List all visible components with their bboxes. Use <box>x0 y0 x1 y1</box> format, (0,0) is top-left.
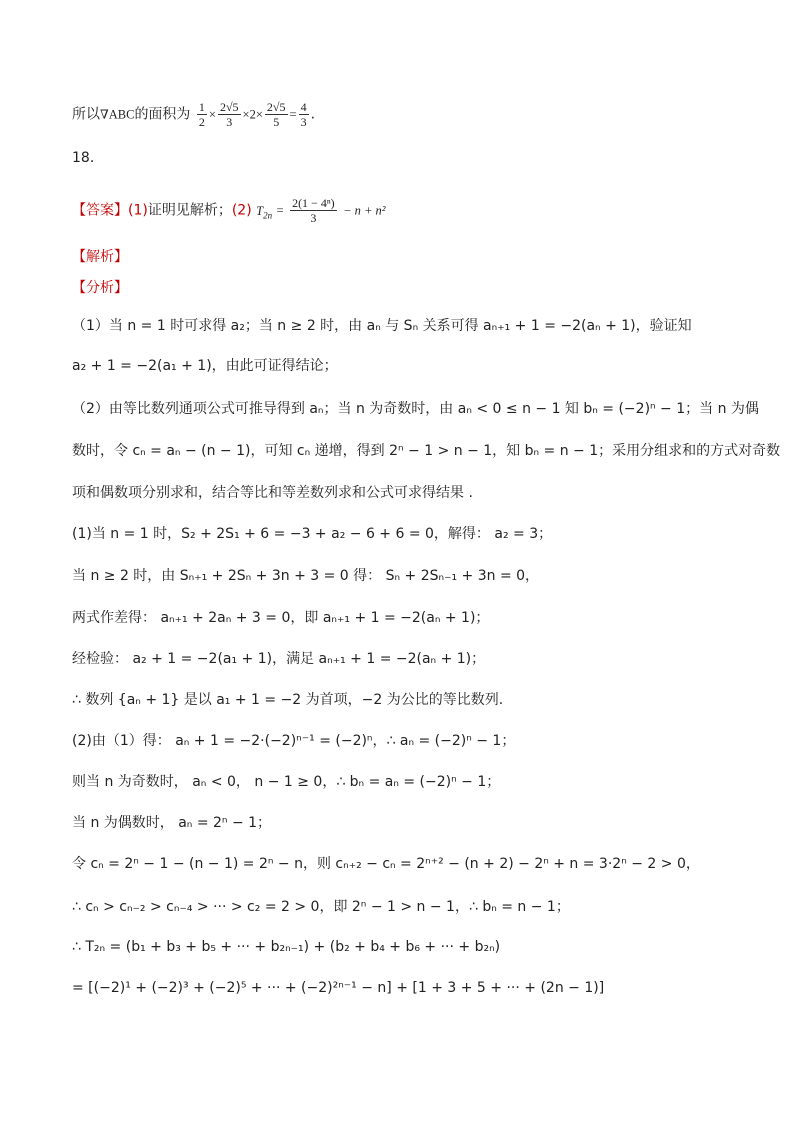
analysis-line-1: （1）当 n = 1 时可求得 a₂；当 n ≥ 2 时，由 aₙ 与 Sₙ 关系可得 aₙ₊₁ + 1 = −2(aₙ + 1)，验证知 <box>72 318 692 334</box>
analysis-line-2: a₂ + 1 = −2(a₁ + 1)，由此可证得结论； <box>72 358 338 374</box>
analysis-line-4: 数时，令 cₙ = aₙ − (n − 1)，可知 cₙ 递增，得到 2ⁿ − 1 > n − 1，知 bₙ = n − 1；采用分组求和的方式对奇数 <box>72 443 781 459</box>
solution-line-10: ∴ cₙ > cₙ₋₂ > cₙ₋₄ > ··· > c₂ = 2 > 0，即 2ⁿ − 1 > n − 1，∴ bₙ = n − 1； <box>72 899 570 915</box>
answer-fraction: $\frac{\text{2(1 − 4ⁿ)}}{3}$ <box>292 196 335 225</box>
area-middle-text: 的面积为 <box>134 106 191 123</box>
jiexi-tag: 【解析】 <box>72 249 128 265</box>
answer-line <box>72 196 386 225</box>
analysis-line-3: （2）由等比数列通项公式可推导得到 aₙ；当 n 为奇数时，由 aₙ < 0 ≤ n − 1 知 bₙ = (−2)ⁿ − 1；当 n 为偶 <box>72 401 759 417</box>
fraction-2sqrt5-3: $\frac{2√5}{3}$ <box>219 100 239 129</box>
area-prefix: 所以 <box>72 106 100 123</box>
fraction-1-2: $\frac{1}{2}$ <box>198 100 205 129</box>
area-result-line <box>72 100 315 129</box>
answer-part2-label: (2) <box>231 202 252 219</box>
solution-line-7: 则当 n 为奇数时， aₙ < 0， n − 1 ≥ 0，∴ bₙ = aₙ = (−2)ⁿ − 1； <box>72 774 501 790</box>
answer-tag: 【答案】 <box>72 202 128 219</box>
fenxi-tag: 【分析】 <box>72 280 128 296</box>
solution-line-5: ∴ 数列 {aₙ + 1} 是以 a₁ + 1 = −2 为首项，−2 为公比的等比数列. <box>72 692 504 708</box>
analysis-line-5: 项和偶数项分别求和，结合等比和等差数列求和公式可求得结果 . <box>72 485 473 501</box>
solution-line-11: ∴ T₂ₙ = (b₁ + b₃ + b₅ + ··· + b₂ₙ₋₁) + (b₂ + b₄ + b₆ + ··· + b₂ₙ) <box>72 939 501 955</box>
answer-part1-label: (1) <box>128 202 148 219</box>
solution-line-1: (1)当 n = 1 时，S₂ + 2S₁ + 6 = −3 + a₂ − 6 + 6 = 0，解得： a₂ = 3； <box>72 526 553 542</box>
times-two: ×2× <box>242 107 263 122</box>
period: . <box>310 106 316 123</box>
solution-line-8: 当 n 为偶数时， aₙ = 2ⁿ − 1； <box>72 815 272 831</box>
solution-line-2: 当 n ≥ 2 时，由 Sₙ₊₁ + 2Sₙ + 3n + 3 = 0 得： Sₙ + 2Sₙ₋₁ + 3n = 0， <box>72 568 540 584</box>
fraction-4-3: $\frac{4}{3}$ <box>300 100 307 129</box>
times-sign: × <box>208 107 216 122</box>
solution-line-9: 令 cₙ = 2ⁿ − 1 − (n − 1) = 2ⁿ − n，则 cₙ₊₂ − cₙ = 2ⁿ⁺² − (n + 2) − 2ⁿ + n = 3·2ⁿ − 2 > 0， <box>72 856 700 872</box>
solution-line-6: (2)由（1）得： aₙ + 1 = −2·(−2)ⁿ⁻¹ = (−2)ⁿ，∴ aₙ = (−2)ⁿ − 1； <box>72 733 516 749</box>
solution-line-3: 两式作差得： aₙ₊₁ + 2aₙ + 3 = 0，即 aₙ₊₁ + 1 = −2(aₙ + 1)； <box>72 610 490 626</box>
question-number: 18． <box>72 150 104 166</box>
answer-tail: − n + n² <box>343 203 386 218</box>
answer-part1-text: 证明见解析； <box>147 202 232 219</box>
fraction-2sqrt5-5: $\frac{2√5}{5}$ <box>266 100 286 129</box>
triangle-symbol: ∇ABC <box>100 107 135 122</box>
answer-lhs: $T_{2n}$ <box>256 203 273 220</box>
answer-equals: = <box>276 203 284 218</box>
solution-line-4: 经检验： a₂ + 1 = −2(a₁ + 1)，满足 aₙ₊₁ + 1 = −2(aₙ + 1)； <box>72 651 486 667</box>
solution-line-12: = [(−2)¹ + (−2)³ + (−2)⁵ + ··· + (−2)²ⁿ⁻¹ − n] + [1 + 3 + 5 + ··· + (2n − 1)] <box>72 980 605 996</box>
equals-sign: = <box>289 107 297 122</box>
